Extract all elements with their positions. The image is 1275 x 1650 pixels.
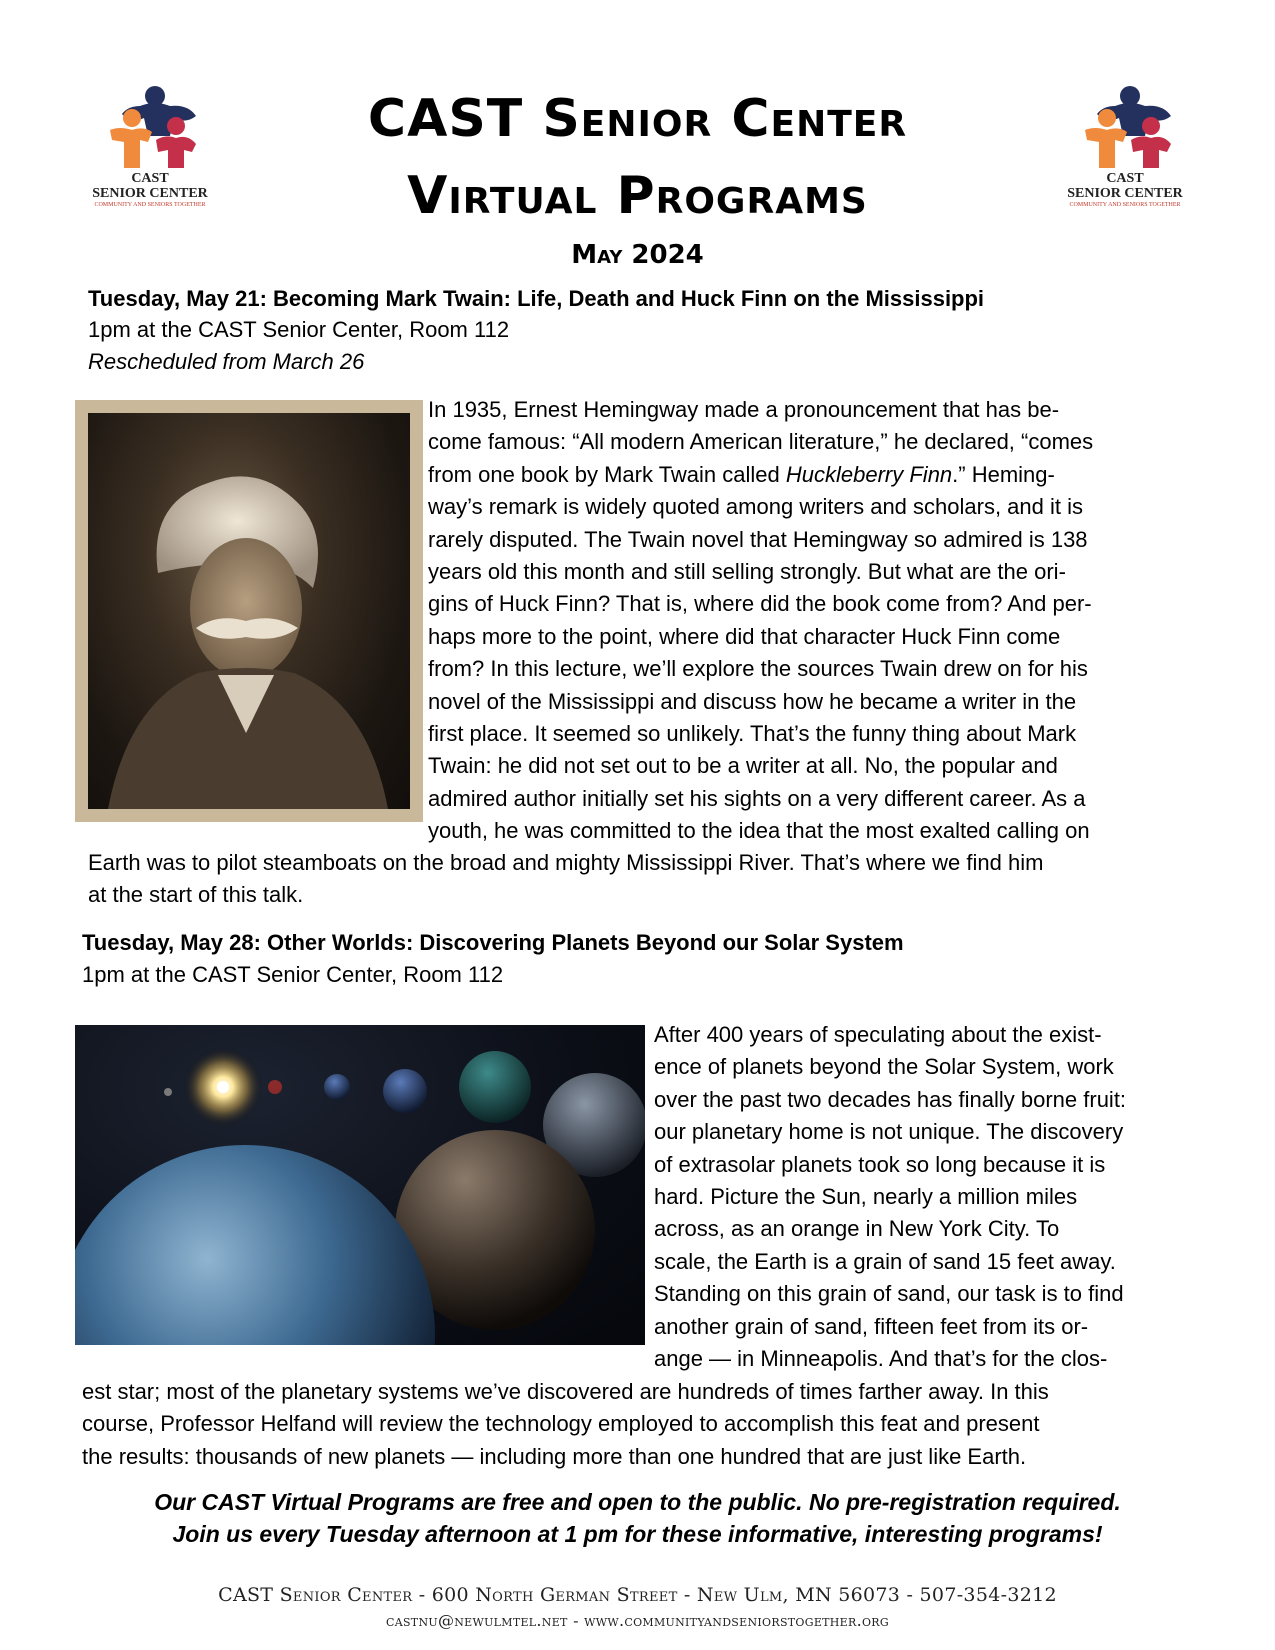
event2-heading: Tuesday, May 28: Other Worlds: Discovering Planets Beyond our Solar System bbox=[82, 930, 904, 955]
event1-note: Rescheduled from March 26 bbox=[88, 349, 365, 374]
event1-heading: Tuesday, May 21: Becoming Mark Twain: Life, Death and Huck Finn on the Mississippi bbox=[88, 286, 985, 311]
mark-twain-portrait bbox=[75, 400, 423, 822]
logo-text-senior-center: SENIOR CENTER bbox=[92, 186, 208, 201]
footer-contact: castnu@newulmtel.net - www.communityandseniorstogether.org bbox=[386, 1611, 889, 1630]
logo-tagline: COMMUNITY AND SENIORS TOGETHER bbox=[1069, 202, 1181, 208]
event1-description-continued: Earth was to pilot steamboats on the broad and mighty Mississippi River. That’s where we find him at the start of this talk. bbox=[88, 850, 1044, 908]
event2-description-continued: est star; most of the planetary systems we’ve discovered are hundreds of times farther away. In this course, Professor Helfand will review the technology employed to accomplish this feat and present the results: thousands of new planets — including more than one hundred that are just like Earth. bbox=[82, 1379, 1049, 1469]
event1-location: 1pm at the CAST Senior Center, Room 112 bbox=[88, 317, 510, 342]
closing-line2: Join us every Tuesday afternoon at 1 pm for these informative, interesting programs! bbox=[172, 1521, 1103, 1547]
people-group-icon bbox=[1075, 84, 1175, 172]
people-group-icon bbox=[100, 84, 200, 172]
month-heading: May 2024 bbox=[571, 240, 704, 270]
page-title-line1: CAST Senior Center bbox=[367, 89, 908, 149]
logo-tagline: COMMUNITY AND SENIORS TOGETHER bbox=[94, 202, 206, 208]
page-title-line2: Virtual Programs bbox=[407, 166, 868, 226]
planets-image bbox=[75, 1025, 645, 1345]
cast-logo-left bbox=[85, 84, 215, 219]
book-title-huckleberry-finn: Huckleberry Finn bbox=[785, 461, 953, 487]
event2-description: After 400 years of speculating about the exist- ence of planets beyond the Solar System, work over the past two decades has finally borne fruit: our planetary home is not unique. The discovery of extrasolar planets took so long because it is hard. Picture the Sun, nearly a million miles across, as an orange in New York City. To scale, the Earth is a grain of sand 15 feet away. Standing on this grain of sand, our task is to find another grain of sand, fifteen feet from its or- ange — in Minneapolis. And that’s for the clos- bbox=[654, 1022, 1127, 1372]
event2-location: 1pm at the CAST Senior Center, Room 112 bbox=[82, 962, 504, 987]
event1-description: In 1935, Ernest Hemingway made a pronouncement that has be- come famous: “All modern American literature,” he declared, “comes from one book by Mark Twain called Huckleberry Finn.” Heming- way’s remark is widely quoted among writers and scholars, and it is rarely disputed. The Twain novel that Hemingway so admired is 138 years old this month and still selling strongly. But what are the ori- gins of Huck Finn? That is, where did the book come from? And per- haps more to the point, where did that character Huck Finn come from? In this lecture, we’ll explore the sources Twain drew on for his novel of the Mississippi and discuss how he became a writer in the first place. It seemed so unlikely. That’s the funny thing about Mark Twain: he did not set out to be a writer at all. No, the popular and admired author initially set his sights on a very different career. As a youth, he was committed to the idea that the most exalted calling on bbox=[428, 397, 1094, 844]
closing-line1: Our CAST Virtual Programs are free and open to the public. No pre-registration required. bbox=[154, 1489, 1121, 1515]
cast-logo-right bbox=[1060, 84, 1190, 219]
planets-illustration bbox=[75, 1025, 645, 1345]
logo-text-senior-center: SENIOR CENTER bbox=[1067, 186, 1183, 201]
logo-text-cast: CAST bbox=[131, 171, 169, 186]
logo-text-cast: CAST bbox=[1106, 171, 1144, 186]
footer-address: CAST Senior Center - 600 North German Street - New Ulm, MN 56073 - 507-354-3212 bbox=[218, 1584, 1057, 1606]
portrait-figure bbox=[88, 413, 410, 809]
